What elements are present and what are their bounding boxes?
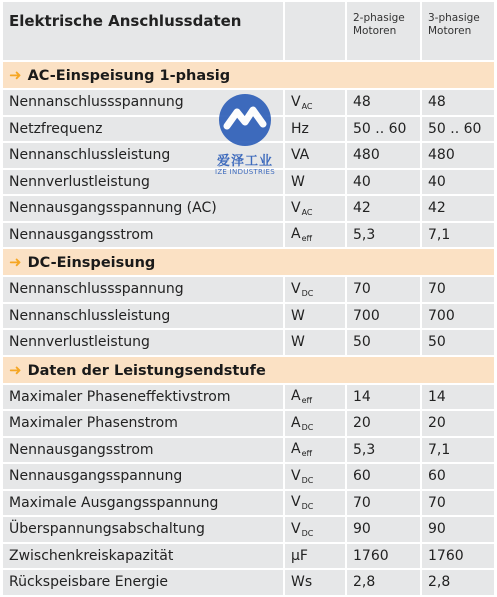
value-3-phase: 20 [420, 411, 494, 438]
table-row [3, 570, 494, 597]
section-header-row [3, 62, 494, 90]
unit-subscript: eff [301, 396, 313, 406]
unit-subscript: DC [301, 528, 314, 538]
unit-symbol: Ws [291, 574, 313, 591]
parameter-name: Nennausgangsspannung [3, 464, 283, 491]
section-title [3, 357, 494, 385]
section-title-label: DC-Einspeisung [27, 255, 156, 271]
unit-cell [283, 464, 345, 491]
table-row [3, 223, 494, 250]
table-header-row [3, 2, 494, 62]
unit-cell [283, 330, 345, 357]
parameter-name: Nennanschlussspannung [3, 277, 283, 304]
section-header-row [3, 249, 494, 277]
unit-subscript: eff [301, 234, 313, 244]
table-row [3, 170, 494, 197]
value-2-phase: 2,8 [345, 570, 420, 597]
value-3-phase: 40 [420, 170, 494, 197]
unit-symbol: Hz [291, 120, 309, 137]
unit-symbol: VA [291, 147, 310, 164]
value-3-phase: 48 [420, 90, 494, 117]
table-row [3, 196, 494, 223]
value-3-phase: 70 [420, 277, 494, 304]
value-2-phase: 20 [345, 411, 420, 438]
unit-cell [283, 411, 345, 438]
parameter-name: Nennausgangsstrom [3, 438, 283, 465]
table-row [3, 491, 494, 518]
unit-cell [283, 117, 345, 144]
value-3-phase: 60 [420, 464, 494, 491]
value-2-phase: 50 [345, 330, 420, 357]
parameter-name: Rückspeisbare Energie [3, 570, 283, 597]
value-3-phase: 50 .. 60 [420, 117, 494, 144]
unit-cell [283, 170, 345, 197]
unit-subscript: DC [301, 475, 314, 485]
unit-symbol: W [291, 173, 305, 190]
unit-symbol: A [291, 226, 301, 243]
table-row [3, 304, 494, 331]
column-header-2-phase: 2-phasige Motoren [345, 2, 420, 62]
parameter-name: Nennausgangsspannung (AC) [3, 196, 283, 223]
table-row [3, 544, 494, 571]
unit-symbol: V [291, 467, 301, 484]
arrow-right-icon: ➜ [9, 360, 22, 379]
unit-cell [283, 491, 345, 518]
parameter-name: Nennanschlussleistung [3, 304, 283, 331]
unit-cell [283, 277, 345, 304]
value-2-phase: 5,3 [345, 438, 420, 465]
value-2-phase: 50 .. 60 [345, 117, 420, 144]
table-row [3, 517, 494, 544]
parameter-name: Nennausgangsstrom [3, 223, 283, 250]
table-row [3, 438, 494, 465]
column-header-3-phase: 3-phasige Motoren [420, 2, 494, 62]
value-2-phase: 40 [345, 170, 420, 197]
unit-subscript: DC [301, 422, 314, 432]
value-2-phase: 42 [345, 196, 420, 223]
table-row [3, 330, 494, 357]
unit-cell [283, 517, 345, 544]
parameter-name: Zwischenkreiskapazität [3, 544, 283, 571]
value-2-phase: 60 [345, 464, 420, 491]
section-title [3, 249, 494, 277]
value-3-phase: 480 [420, 143, 494, 170]
value-3-phase: 50 [420, 330, 494, 357]
table-body [3, 2, 494, 597]
unit-cell [283, 90, 345, 117]
unit-subscript: AC [301, 101, 313, 111]
value-2-phase: 70 [345, 277, 420, 304]
unit-cell [283, 544, 345, 571]
value-3-phase: 7,1 [420, 438, 494, 465]
parameter-name: Nennverlustleistung [3, 170, 283, 197]
unit-symbol: V [291, 520, 301, 537]
electrical-data-table [3, 2, 494, 597]
arrow-right-icon: ➜ [9, 253, 22, 271]
table-row [3, 277, 494, 304]
value-3-phase: 42 [420, 196, 494, 223]
value-2-phase: 48 [345, 90, 420, 117]
table-row [3, 464, 494, 491]
parameter-name: Nennanschlussspannung [3, 90, 283, 117]
unit-symbol: W [291, 334, 305, 351]
parameter-name: Nennverlustleistung [3, 330, 283, 357]
section-header-row [3, 357, 494, 385]
unit-subscript: DC [301, 502, 314, 512]
value-2-phase: 480 [345, 143, 420, 170]
value-3-phase: 7,1 [420, 223, 494, 250]
section-title [3, 62, 494, 90]
unit-subscript: AC [301, 207, 313, 217]
table-row [3, 411, 494, 438]
section-title-label: AC-Einspeisung 1-phasig [27, 68, 231, 84]
unit-cell [283, 438, 345, 465]
value-2-phase: 70 [345, 491, 420, 518]
value-3-phase: 14 [420, 385, 494, 412]
unit-symbol: A [291, 388, 301, 405]
table-row [3, 117, 494, 144]
value-2-phase: 14 [345, 385, 420, 412]
parameter-name: Maximaler Phasenstrom [3, 411, 283, 438]
arrow-right-icon: ➜ [9, 66, 22, 84]
table-row [3, 385, 494, 412]
value-3-phase: 700 [420, 304, 494, 331]
value-2-phase: 90 [345, 517, 420, 544]
table-title: Elektrische Anschlussdaten [3, 2, 283, 62]
unit-header-cell [283, 2, 345, 62]
unit-symbol: V [291, 280, 301, 297]
unit-subscript: DC [301, 288, 314, 298]
unit-cell [283, 385, 345, 412]
parameter-name: Netzfrequenz [3, 117, 283, 144]
unit-cell [283, 196, 345, 223]
unit-symbol: W [291, 307, 305, 324]
value-2-phase: 700 [345, 304, 420, 331]
value-3-phase: 2,8 [420, 570, 494, 597]
watermark-chinese-text: 爱泽工业 [216, 154, 273, 169]
unit-symbol: V [291, 93, 301, 110]
unit-cell [283, 570, 345, 597]
value-3-phase: 90 [420, 517, 494, 544]
parameter-name: Nennanschlussleistung [3, 143, 283, 170]
parameter-name: Überspannungsabschaltung [3, 517, 283, 544]
table-row [3, 143, 494, 170]
parameter-name: Maximaler Phaseneffektivstrom [3, 385, 283, 412]
unit-symbol: A [291, 441, 301, 458]
section-title-label: Daten der Leistungsendstufe [27, 362, 266, 379]
table-row [3, 90, 494, 117]
unit-symbol: µF [291, 547, 308, 564]
unit-cell [283, 304, 345, 331]
value-3-phase: 70 [420, 491, 494, 518]
value-2-phase: 5,3 [345, 223, 420, 250]
value-3-phase: 1760 [420, 544, 494, 571]
watermark-english-text: IZE INDUSTRIES [214, 168, 276, 176]
unit-symbol: V [291, 199, 301, 216]
parameter-name: Maximale Ausgangsspannung [3, 491, 283, 518]
value-2-phase: 1760 [345, 544, 420, 571]
unit-subscript: eff [301, 449, 313, 459]
unit-cell [283, 223, 345, 250]
unit-symbol: V [291, 494, 301, 511]
unit-cell [283, 143, 345, 170]
unit-symbol: A [291, 414, 301, 431]
